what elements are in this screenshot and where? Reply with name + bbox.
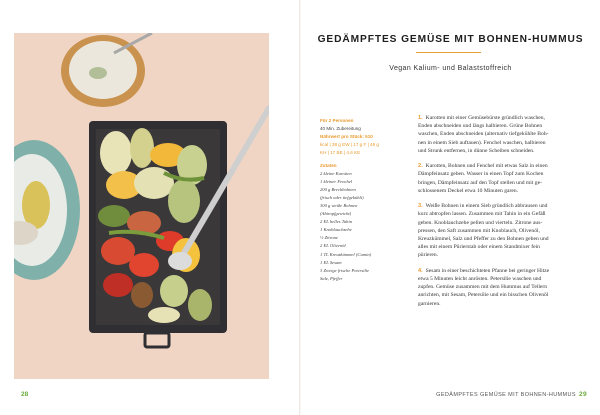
- right-page-number: 29: [578, 391, 587, 398]
- recipe-photo: [14, 33, 269, 379]
- step-line: anrichten, mit Sesam, Petersilie und ein bisschen Olivenöl: [418, 292, 549, 299]
- ingredient-item: 1 Knoblauchzehe: [320, 227, 352, 233]
- step-number: 3.: [418, 203, 423, 210]
- step-number: 4.: [418, 267, 423, 274]
- step-line: nen in einem Sieb auftauen). Fenchel waschen, halbieren: [418, 139, 546, 146]
- left-page-number: 28: [21, 391, 29, 398]
- ingredient-item: 2 EL helles Tahin: [320, 219, 353, 225]
- ingredient-item: 1 TL Kreuzkümmel (Cumin): [320, 251, 372, 257]
- step-line: Dämpfeinsatz geben. Wasser in einen Topf zum Kochen: [418, 171, 544, 178]
- recipe-title: GEDÄMPFTES GEMÜSE MIT BOHNEN-HUMMUS: [317, 34, 584, 45]
- step-line: bringen, Dämpfeinsatz auf den Topf stellen und mit ge-: [418, 179, 542, 186]
- ingredient-item: 300 g weiße Bohnen: [320, 203, 358, 209]
- ingredient-item: 2 kleine Karotten: [320, 171, 352, 177]
- preparation-steps: [418, 114, 590, 315]
- recipe-subtitle: Vegan Kalium- und Balaststoffreich: [389, 65, 512, 72]
- nutrition-line-2: KH | 17 BE | 4,6 KE: [320, 150, 361, 155]
- ingredient-item: ½ Zitrone: [320, 235, 338, 241]
- steamed-vegetables-photo: [14, 33, 269, 379]
- ingredient-item: (frisch oder tiefgekühlt): [320, 195, 364, 201]
- step-line: Karotten mit einer Gemüsebürste gründlich waschen,: [425, 115, 545, 121]
- prep-time: 40 Min. Zubereitung: [320, 126, 361, 131]
- step-line: geben. Knoblauchzehe pellen und vierteln. Zitrone aus-: [418, 219, 543, 226]
- step-2: [418, 162, 590, 195]
- ingredient-item: 3 Zweige frische Petersilie: [320, 267, 370, 273]
- step-line: Sesam in einer beschichteten Pfanne bei geringer Hitze: [425, 267, 550, 274]
- step-line: alles mit einem Pürierstab oder einem Standmixer fein: [418, 244, 540, 251]
- nutrition-heading: Nährwert pro Stück: 510: [320, 134, 373, 139]
- recipe-meta: [320, 117, 379, 157]
- step-line: Enden abschneiden und längs halbieren. Grüne Bohnen: [418, 123, 543, 130]
- step-3: [418, 202, 590, 259]
- ingredients-list: [320, 162, 371, 283]
- step-line: Kreuzkümmel, Salz und Pfeffer zu den Bohnen geben und: [418, 236, 549, 243]
- step-line: Weiße Bohnen in einem Sieb gründlich abbrausen und: [425, 203, 548, 210]
- ingredient-item: 1 kleiner Fenchel: [320, 179, 353, 185]
- nutrition-line-1: kcal | 38 g EW | 17 g F | 46 g: [320, 142, 379, 147]
- step-line: schlossenem Deckel etwa 10 Minuten garen.: [418, 187, 519, 194]
- right-folio: [436, 391, 587, 398]
- step-line: und Strunk entfernen, in dünne Scheiben schneiden.: [418, 147, 535, 154]
- step-line: kurz abtropfen lassen. Zusammen mit Tahin in ein Gefäß: [418, 211, 546, 218]
- ingredient-item: 2 EL Olivenöl: [320, 243, 346, 249]
- step-line: etwa 5 Minuten leicht anrösten. Petersilie waschen und: [418, 276, 542, 283]
- ingredients-heading: Zutaten: [320, 163, 337, 168]
- ingredient-item: Salz, Pfeffer: [320, 275, 343, 281]
- step-line: Karotten, Bohnen und Fenchel mit etwas Salz in einen: [425, 163, 548, 170]
- title-rule: [416, 52, 481, 53]
- step-4: [418, 267, 590, 308]
- servings: Für 2 Personen: [320, 118, 354, 123]
- step-line: garnieren.: [418, 300, 441, 307]
- step-1: [418, 114, 590, 155]
- ingredient-item: (Abtropfgewicht): [320, 211, 352, 217]
- step-number: 1.: [418, 115, 423, 121]
- running-head: GEDÄMPFTES GEMÜSE MIT BOHNEN-HUMMUS: [436, 392, 576, 398]
- step-line: pressen, den Saft zusammen mit Knoblauch, Olivenöl,: [418, 227, 540, 234]
- ingredient-item: 200 g Brechbohnen: [320, 187, 356, 193]
- step-line: zupfen. Gemüse zusammen mit dem Hummus auf Tellern: [418, 284, 548, 291]
- step-line: pürieren.: [418, 252, 439, 259]
- step-number: 2.: [418, 163, 423, 170]
- ingredient-item: 1 EL Sesam: [320, 259, 342, 265]
- step-line: waschen, Enden abschneiden (alternativ tiefgekühlte Boh-: [418, 131, 549, 138]
- right-page: [301, 0, 600, 415]
